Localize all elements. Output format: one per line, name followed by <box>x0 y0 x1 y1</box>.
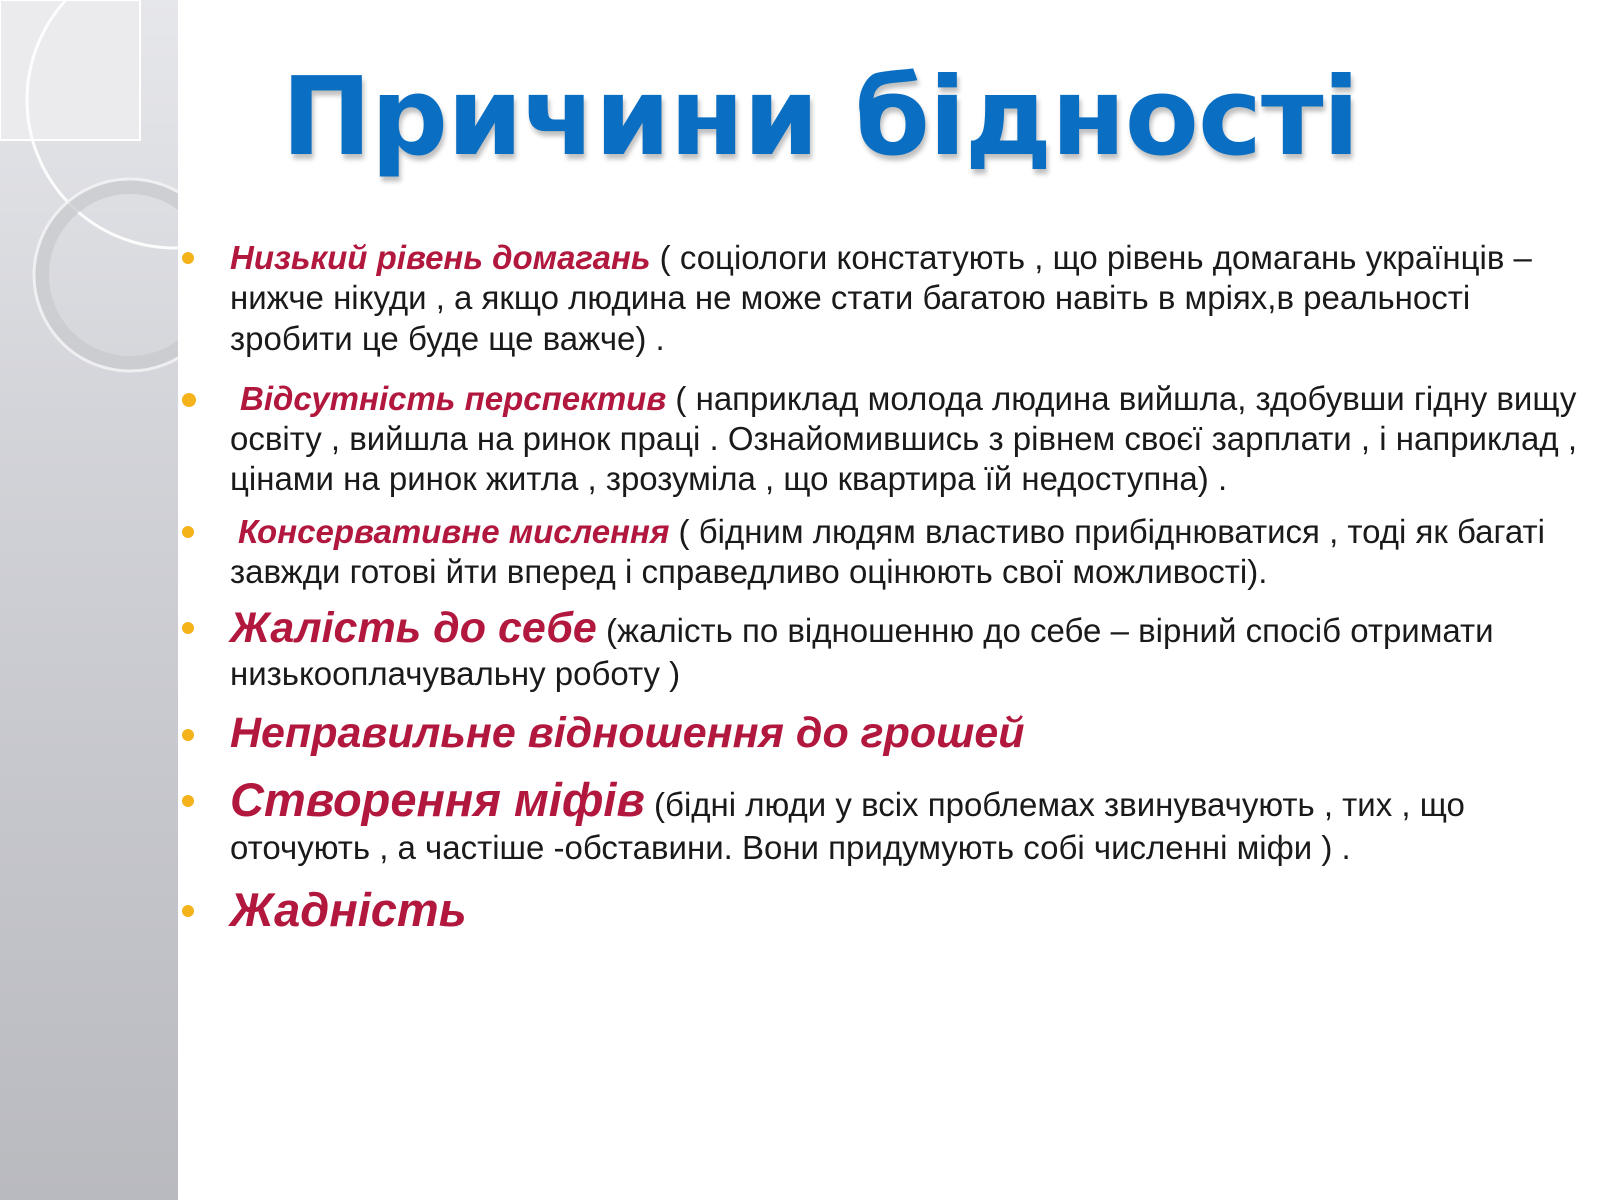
bullet-item-conservative-thinking <box>180 512 1580 593</box>
bullet-text: ( бідним людям властиво прибіднюватися , тоді як багаті завжди готові йти вперед і справедливо оцінюють свої можливості). <box>230 512 1545 590</box>
bullet-item-money-attitude <box>180 707 1580 759</box>
bullet-item-self-pity <box>180 602 1580 695</box>
bullet-icon <box>182 252 194 264</box>
bullet-icon <box>182 393 196 407</box>
bullet-icon <box>182 905 194 917</box>
bullet-item-myths <box>180 771 1580 869</box>
bullet-text: ( соціологи констатують , що рівень домагань українців – нижче нікуди , а якщо людина не може стати багатою навіть в мріях,в реальності зробити це буде ще важче) . <box>230 239 1532 357</box>
bullet-term: Жалість до себе <box>230 604 597 652</box>
bullet-icon <box>182 622 194 634</box>
bullet-icon <box>182 729 194 741</box>
bullet-term: Низький рівень домагань <box>230 239 651 276</box>
bullet-list <box>180 238 1580 938</box>
bullet-term: Консервативне мислення <box>238 512 670 550</box>
bullet-text: (бідні люди у всіх проблемах звинувачують , тих , що оточують , а частіше -обставини. Вони придумують собі численні міфи ) . <box>230 786 1465 867</box>
bullet-item-low-aspirations <box>180 238 1580 359</box>
bullet-term: Жадність <box>230 882 467 936</box>
bullet-term: Створення міфів <box>230 773 645 827</box>
bullet-item-greed <box>180 881 1580 938</box>
bullet-text: (жалість по відношенню до себе – вірний спосіб отримати низькооплачувальну роботу ) <box>230 612 1494 693</box>
slide-title: Причини бідності <box>281 55 1359 180</box>
bullet-term: Неправильне відношення до грошей <box>230 708 1025 757</box>
bullet-icon <box>182 526 194 538</box>
bullet-text: ( наприклад молода людина вийшла, здобувши гідну вищу освіту , вийшла на ринок праці . Ознайомившись з рівнем своєї зарплати , і наприклад , цінами на ринок житла , зрозуміла , що квартира їй недоступна) . <box>230 379 1577 498</box>
bullet-icon <box>182 795 194 807</box>
bullet-term: Відсутність перспектив <box>240 379 667 417</box>
bullet-item-no-prospects <box>180 379 1580 500</box>
